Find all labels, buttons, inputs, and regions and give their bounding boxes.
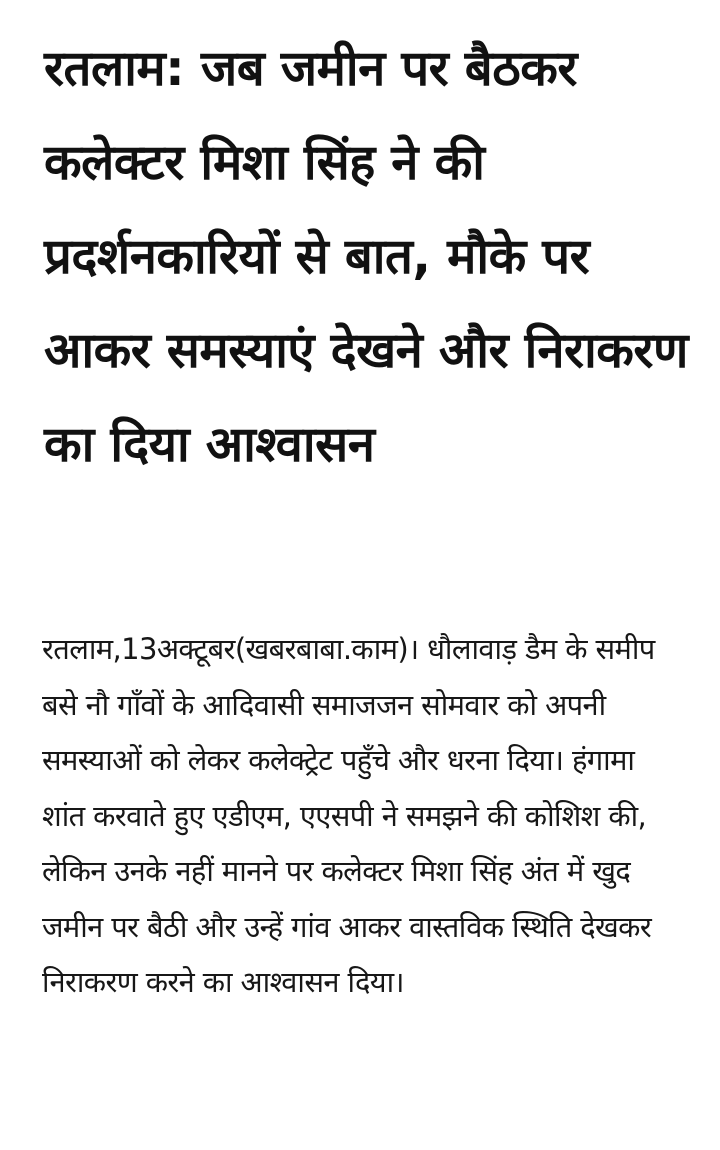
article-headline: रतलाम: जब जमीन पर बैठकर कलेक्टर मिशा सिंह ने की प्रदर्शनकारियों से बात, मौके पर आकर समस्याएं देखने और निराकरण का दिया आश्वासन (44, 40, 688, 473)
article-body: रतलाम,13अक्टूबर(खबरबाबा.काम)। धौलावाड़ डैम के समीप बसे नौ गाँवों के आदिवासी समाजजन सोमवार को अपनी समस्याओं को लेकर कलेक्ट्रेट पहुँचे और धरना दिया। हंगामा शांत करवाते हुए एडीएम, एएसपी ने समझने की कोशिश की, लेकिन उनके नहीं मानने पर कलेक्टर मिशा सिंह अंत में खुद जमीन पर बैठी और उन्हें गांव आकर वास्तविक स्थिति देखकर निराकरण करने का आश्वासन दिया। (42, 632, 655, 999)
